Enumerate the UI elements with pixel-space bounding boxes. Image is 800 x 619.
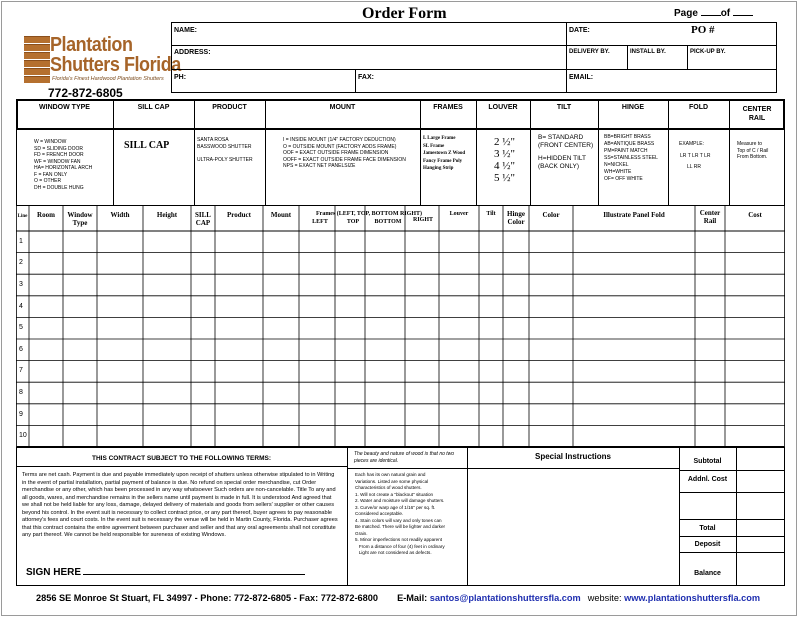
col-sill-cap-2: CAP: [195, 219, 211, 227]
col-center-rail-2: Rail: [703, 217, 717, 225]
page-number-field[interactable]: [701, 15, 721, 16]
delivery-by-field[interactable]: DELIVERY BY.: [569, 49, 610, 55]
spec-header-tilt: TILT: [556, 104, 572, 111]
product-legend: SANTA ROSA BASSWOOD SHUTTER ULTRA-POLY SHUTTER: [197, 137, 253, 163]
of-label: of: [720, 8, 731, 19]
col-louver: Louver: [449, 211, 469, 217]
mount-legend: I = INSIDE MOUNT (1/4" FACTORY DEDUCTION) O = OUTSIDE MOUNT (FACTORY ADDS FRAME) OOF = EXACT OUTSIDE FRAME DIMENSION OOFF = EXACT OUTSIDE FRAME FACE DIMENSION NPS = EXACT NET PANELSIZE: [283, 137, 406, 169]
col-color: Color: [542, 211, 560, 219]
wood-characteristics: Each has its own natural grain and Variations. Listed are some physical Characteristics of wood shutters. 1. Will not create a "blackout" situation 2. Water and moisture will damage shutters. 3. Curve/or warp age of 1/16" per sq. ft. Considered acceptable. 4. Stain colors will vary and only tones can Be matched. There will be lighter and darker Grain. 5. Minor imperfections not readily apparent From a distance of four (4) feet in ordinary Light are not considered as defects.: [355, 472, 446, 555]
spec-header-frames: FRAMES: [433, 104, 463, 111]
addnl-cost-field[interactable]: [737, 471, 784, 491]
page-total-field[interactable]: [733, 15, 753, 16]
name-field[interactable]: NAME:: [174, 27, 197, 34]
spec-header-louver: LOUVER: [488, 104, 518, 111]
col-window-type-2: Type: [72, 219, 88, 227]
page-counter[interactable]: [674, 8, 753, 19]
tilt-hidden: H=HIDDEN TILT: [538, 155, 586, 162]
row-number: 4: [19, 302, 23, 310]
deposit-field[interactable]: [737, 537, 784, 551]
sill-cap-legend: SILL CAP: [124, 140, 170, 151]
col-frame-bottom: BOTTOM: [374, 219, 402, 225]
shutter-logo-icon: [24, 34, 50, 84]
col-frame-top: TOP: [346, 219, 360, 225]
spec-header-mount: MOUNT: [329, 104, 356, 111]
footer-website-label: website:: [587, 593, 622, 603]
col-hinge-color: [503, 210, 529, 226]
col-mount: Mount: [270, 211, 292, 219]
grid-lines: [16, 205, 785, 447]
fax-field[interactable]: FAX:: [358, 74, 374, 81]
col-sill-cap-1: SILL: [195, 211, 211, 219]
fold-example-label: EXAMPLE:: [679, 141, 705, 147]
logo-line2: Shutters Florida: [50, 54, 181, 76]
total-label: Total: [699, 525, 716, 532]
row-number: 1: [19, 237, 23, 245]
row-number: 3: [19, 281, 23, 288]
phone-field[interactable]: PH:: [174, 74, 187, 81]
col-frame-left: LEFT: [312, 219, 328, 225]
special-instructions-field[interactable]: [469, 470, 677, 584]
signature-line[interactable]: [26, 567, 305, 578]
total-field[interactable]: [737, 520, 784, 535]
wood-note: The beauty and nature of wood is that no two pieces are identical.: [354, 451, 455, 464]
tilt-legend: [538, 134, 593, 171]
col-center-rail-1: Center: [699, 209, 721, 217]
spec-header-product: PRODUCT: [212, 104, 247, 111]
footer-email-link[interactable]: santos@plantationshuttersfla.com: [429, 593, 581, 603]
contract-heading: THIS CONTRACT SUBJECT TO THE FOLLOWING TERMS:: [92, 455, 271, 462]
pickup-by-field[interactable]: PICK-UP BY.: [690, 49, 726, 55]
fold-example-2: LL RR: [687, 164, 701, 170]
footer-address: 2856 SE Monroe St Stuart, FL 34997 - Phone: 772-872-6805 - Fax: 772-872-6800: [36, 593, 378, 603]
balance-field[interactable]: [737, 553, 784, 585]
louver-size: 3 ½": [494, 148, 515, 160]
row-number: 10: [19, 432, 27, 440]
tilt-hidden-note: (BACK ONLY): [538, 163, 580, 170]
address-field[interactable]: ADDRESS:: [174, 49, 211, 56]
row-number: 8: [19, 389, 23, 396]
louver-size: 4 ½": [494, 160, 515, 172]
row-number: 2: [19, 259, 23, 267]
spec-header-center-rail-2: RAIL: [748, 115, 766, 122]
col-tilt: Tilt: [486, 211, 496, 217]
col-hinge-1: Hinge: [507, 210, 525, 218]
fold-example-1: LR T LR T LR: [680, 153, 711, 159]
louver-size: 5 ½": [494, 172, 515, 184]
page-label: Page: [674, 8, 698, 19]
spec-header-sill-cap: SILL CAP: [137, 104, 170, 111]
spec-header-hinge: HINGE: [621, 104, 645, 111]
col-height: Height: [156, 211, 178, 219]
col-window-type-1: Window: [67, 211, 93, 219]
footer-website-link[interactable]: www.plantationshuttersfla.com: [624, 593, 761, 603]
spec-header-fold: FOLD: [688, 104, 709, 111]
po-field[interactable]: PO #: [691, 24, 715, 36]
contract-terms: Terms are net cash. Payment is due and payable immediately upon receipt of shutters unless otherwise stipulated to in Writing in the event of partial installation, partial payment of balance is due. No refund on special order merchandise, cut Order merchandise or any other, which has been processed in any way whatsoever Such orders are non-cancelable. Title To any and all goods, wares, and merchandise remains in the sellers name until payment is made in full. It is understood And agreed that we shall not be held liable for any loss, damage, delayed delivery of materials and goods from sellers' supplier or other causes beyond his control. In the event suit is necessary to collect contract price, or any part thereof, buyer agrees to pay reasonable attorney's fees and court costs. In the event suit is necessary the venue will be held in Martin County, Florida. Purchaser agrees that this contract contains the entire agreement between purchaser and seller and that any oral agreements shall not constitute any part thereof. We cannot be held responsible for sureness of existing Windows.: [22, 472, 338, 538]
spec-header-center-rail-1: CENTER: [742, 106, 772, 113]
email-field[interactable]: EMAIL:: [569, 74, 594, 81]
date-field[interactable]: DATE:: [569, 27, 590, 34]
logo-tagline: Florida's Finest Hardwood Plantation Shutters: [52, 76, 164, 82]
balance-label: Balance: [694, 570, 721, 577]
row-number: 6: [19, 345, 23, 353]
tilt-standard-note: (FRONT CENTER): [538, 142, 594, 149]
col-illustrate-panel-fold: Illustrate Panel Fold: [603, 211, 665, 219]
row-number: 5: [19, 324, 23, 332]
order-line-grid: [16, 205, 785, 447]
footer: [36, 593, 760, 603]
col-center-rail: [695, 209, 725, 225]
col-frame-right: RIGHT: [412, 217, 433, 223]
col-room: Room: [37, 211, 55, 219]
subtotal-field[interactable]: [737, 448, 784, 469]
row-number: 7: [19, 367, 23, 375]
footer-email-label: E-Mail:: [397, 593, 428, 603]
louver-legend: [494, 136, 515, 184]
spec-header-window-type: WINDOW TYPE: [39, 104, 90, 111]
addnl-cost-label: Addnl. Cost: [687, 476, 728, 483]
special-instructions-label: Special Instructions: [534, 452, 612, 461]
page-title: Order Form: [362, 5, 447, 22]
hinge-legend: BB=BRIGHT BRASS AB=ANTIQUE BRASS PM=PAINT MATCH SS=STAINLESS STEEL N=NICKEL WH=WHITE OF= OFF WHITE: [604, 134, 658, 182]
col-width: Width: [110, 211, 130, 219]
install-by-field[interactable]: INSTALL BY.: [630, 49, 666, 55]
deposit-label: Deposit: [694, 541, 721, 548]
frames-legend: L Large Frame SL Frame Jamestown Z Wood Fancy Frame Poly Hanging Strip: [423, 136, 466, 171]
col-line: Line: [17, 214, 28, 219]
company-phone: 772-872-6805: [48, 86, 123, 100]
logo-line1: Plantation: [50, 34, 133, 56]
center-rail-legend: Measure to Top of C / Rail From Bottom.: [737, 141, 769, 160]
col-sill-cap: [191, 211, 215, 227]
col-frames: Frames (LEFT, TOP, BOTTOM RIGHT): [315, 211, 422, 217]
window-type-legend: W = WINDOW SD = SLIDING DOOR FD = FRENCH DOOR WF = WINDOW FAN HA= HORIZONTAL ARCH F = FAN ONLY O = OTHER DH = DOUBLE HUNG: [34, 139, 93, 191]
louver-size: 2 ½": [494, 136, 515, 148]
tilt-standard: B= STANDARD: [538, 134, 584, 141]
col-cost: Cost: [748, 211, 762, 219]
col-hinge-2: Color: [507, 218, 525, 226]
col-window-type: [63, 211, 97, 227]
sign-here-label: SIGN HERE: [26, 567, 82, 578]
col-product: Product: [227, 211, 251, 219]
subtotal-label: Subtotal: [693, 458, 722, 465]
row-number: 9: [19, 410, 23, 418]
